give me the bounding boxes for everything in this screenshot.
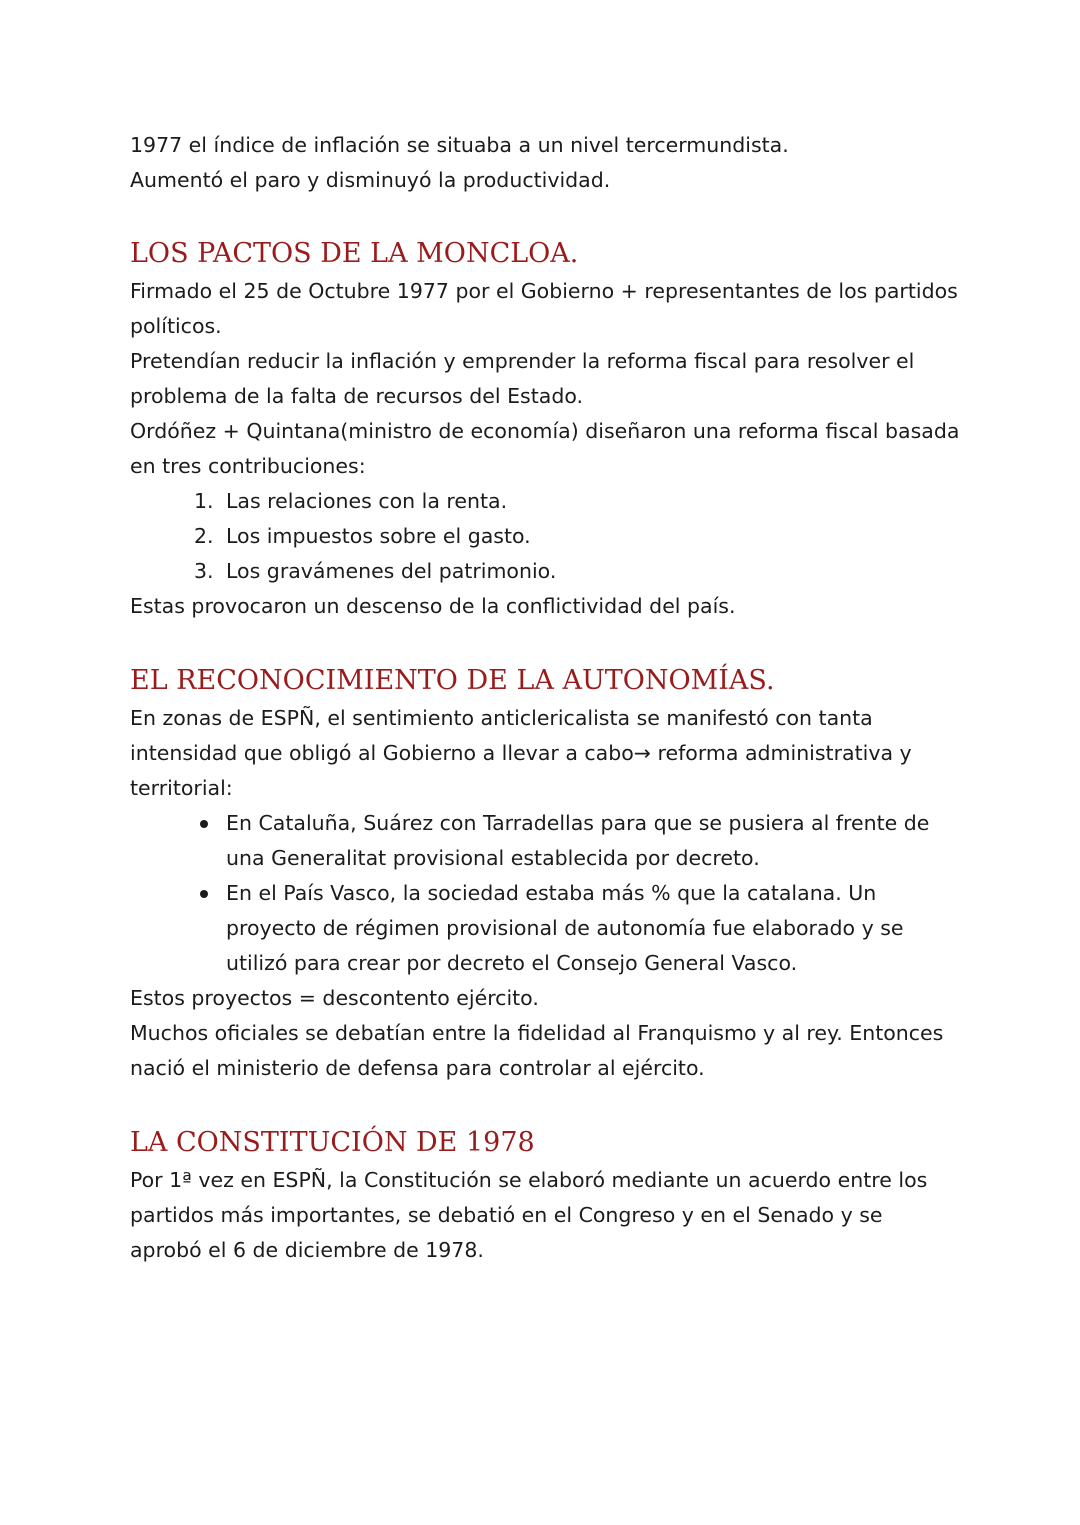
- paragraph: Estas provocaron un descenso de la conflictividad del país.: [130, 594, 736, 618]
- paragraph: Firmado el 25 de Octubre 1977 por el Gobierno + representantes de los partidos políticos.: [130, 279, 958, 338]
- bullet-list: [130, 806, 960, 981]
- bullet-icon: [194, 806, 226, 876]
- list-item-text: En el País Vasco, la sociedad estaba más % que la catalana. Un proyecto de régimen provisional de autonomía fue elaborado y se utilizó para crear por decreto el Consejo General Vasco.: [226, 881, 904, 975]
- list-item: [194, 554, 960, 589]
- paragraph: Muchos oficiales se debatían entre la fidelidad al Franquismo y al rey. Entonces nació el ministerio de defensa para controlar al ejército.: [130, 1021, 944, 1080]
- paragraph: Ordóñez + Quintana(ministro de economía) diseñaron una reforma fiscal basada en tres contribuciones:: [130, 419, 960, 478]
- list-item-text: En Cataluña, Suárez con Tarradellas para que se pusiera al frente de una Generalitat provisional establecida por decreto.: [226, 811, 930, 870]
- section-heading-pactos-moncloa: LOS PACTOS DE LA MONCLOA.: [130, 238, 579, 269]
- list-number: 3.: [194, 559, 214, 583]
- intro-line: 1977 el índice de inflación se situaba a un nivel tercermundista.: [130, 133, 789, 157]
- list-item: [194, 484, 960, 519]
- paragraph: Pretendían reducir la inflación y emprender la reforma fiscal para resolver el problema de la falta de recursos del Estado.: [130, 349, 915, 408]
- paragraph: Por 1ª vez en ESPÑ, la Constitución se elaboró mediante un acuerdo entre los partidos más importantes, se debatió en el Congreso y en el Senado y se aprobó el 6 de diciembre de 1978.: [130, 1168, 928, 1262]
- bullet-icon: [194, 876, 226, 981]
- intro-line: Aumentó el paro y disminuyó la productividad.: [130, 168, 611, 192]
- paragraph: Estos proyectos = descontento ejército.: [130, 986, 539, 1010]
- paragraph: En zonas de ESPÑ, el sentimiento anticlericalista se manifestó con tanta intensidad que obligó al Gobierno a llevar a cabo→ reforma administrativa y territorial:: [130, 706, 912, 800]
- list-item-text: Los gravámenes del patrimonio.: [226, 559, 557, 583]
- list-item-text: Los impuestos sobre el gasto.: [226, 524, 531, 548]
- list-item: [194, 876, 960, 981]
- document-page: [130, 128, 960, 1268]
- list-item: [194, 519, 960, 554]
- list-number: 1.: [194, 489, 214, 513]
- section-heading-constitucion: LA CONSTITUCIÓN DE 1978: [130, 1127, 535, 1158]
- list-number: 2.: [194, 524, 214, 548]
- list-item-text: Las relaciones con la renta.: [226, 489, 508, 513]
- section-heading-autonomias: EL RECONOCIMIENTO DE LA AUTONOMÍAS.: [130, 665, 775, 696]
- list-item: [194, 806, 960, 876]
- numbered-list: [130, 484, 960, 589]
